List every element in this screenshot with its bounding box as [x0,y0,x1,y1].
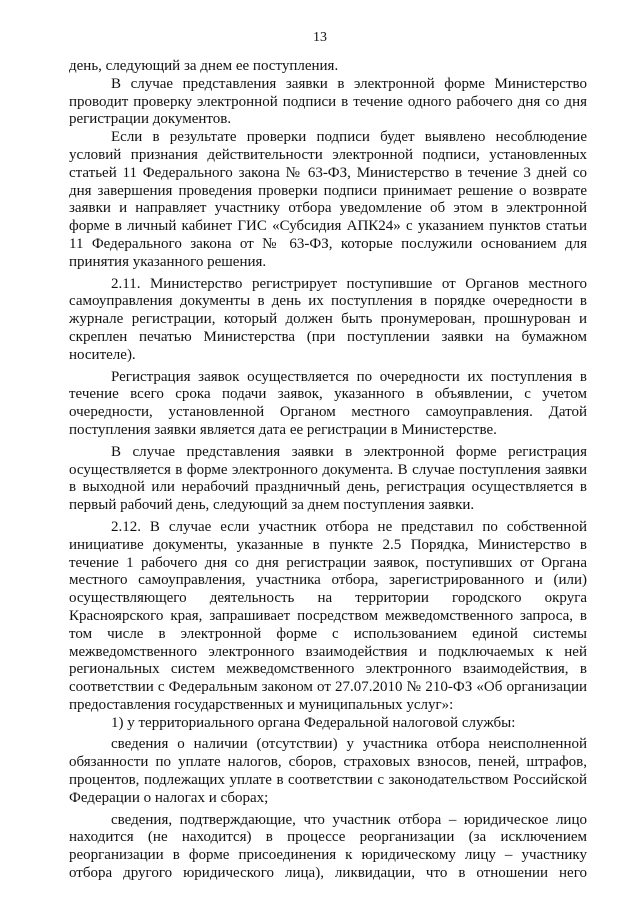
paragraph-tax-service-item: 1) у территориального органа Федеральной налоговой службы: [111,714,516,731]
paragraph-registration-order: Регистрация заявок осуществляется по очередности их поступления в течение всего срока подачи заявок, указанного в объявлении, с учетом очередности, установленной Органом местного самоуправления. Датой поступления заявки является дата ее регистрации в Министерстве. [69,368,587,438]
paragraph-continuation: день, следующий за днем ее поступления. [69,58,339,74]
paragraph-tax-debt-info: сведения о наличии (отсутствии) у участника отбора неисполненной обязанности по уплате налогов, сборов, страховых взносов, пеней, штрафов, процентов, подлежащих уплате в соответствии с законодательством Российской Федерации о налогах и сборах; [69,736,587,806]
paragraph-electronic-registration: В случае представления заявки в электронной форме регистрация осуществляется в форме электронного документа. В случае поступления заявки в выходной или нерабочий праздничный день, регистрация осуществляется в первый рабочий день, следующий за днем поступления заявки. [69,443,587,514]
page-number: 13 [313,30,327,45]
paragraph-electronic-signature-check: В случае представления заявки в электронной форме Министерство проводит проверку электронной подписи в течение одного рабочего дня со дня регистрации документов. [69,75,587,128]
document-body [69,58,587,883]
paragraph-signature-violation: Если в результате проверки подписи будет выявлено несоблюдение условий признания действительности электронной подписи, установленных статьей 11 Федерального закона № 63-ФЗ, Министерство в течение 3 дней со дня завершения проведения проверки подписи принимает решение о возврате заявки и направляет участнику отбора уведомление об этом в электронной форме в личный кабинет ГИС «Субсидия АПК24» с указанием пунктов статьи 11 Федерального закона от № 63-ФЗ, которые послужили основанием для принятия указанного решения. [69,129,587,270]
paragraph-2-12: 2.12. В случае если участник отбора не представил по собственной инициативе документы, указанные в пункте 2.5 Порядка, Министерство в течение 1 рабочего дня со дня регистрации заявок, поступивших от Органа местного самоуправления, участника отбора, зарегистрированного и (или) осуществляющего деятельность на территории городского округа Красноярского края, запрашивает посредством межведомственного запроса, в том числе в электронной форме с использованием единой системы межведомственного электронного взаимодействия и подключаемых к ней региональных систем межведомственного электронного взаимодействия, в соответствии с Федеральным законом от 27.07.2010 № 210-ФЗ «Об организации предоставления государственных и муниципальных услуг»: [69,518,587,713]
paragraph-reorganization-info: сведения, подтверждающие, что участник отбора – юридическое лицо находится (не находится) в процессе реорганизации (за исключением реорганизации в форме присоединения к юридическому лицу – участнику отбора другого юридического лица), ликвидации, что в отношении него [69,811,587,882]
paragraph-2-11: 2.11. Министерство регистрирует поступившие от Органов местного самоуправления документы в день их поступления в порядке очередности в журнале регистрации, который должен быть пронумерован, прошнурован и скреплен печатью Министерства (при поступлении заявки на бумажном носителе). [69,275,587,363]
